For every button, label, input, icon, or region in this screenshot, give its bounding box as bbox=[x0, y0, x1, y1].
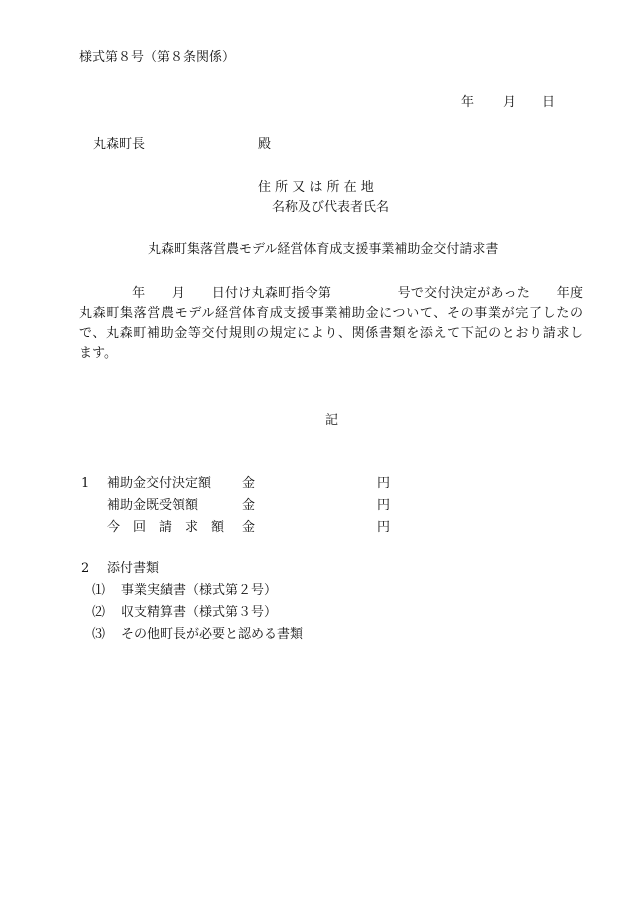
attachments-title: 添付書類 bbox=[107, 561, 160, 576]
name-label: 名称及び代表者氏名 bbox=[272, 200, 390, 215]
section-number: 2 bbox=[81, 561, 90, 576]
item-text: 収支精算書（様式第３号） bbox=[121, 605, 278, 620]
amount-label: 今 回 請 求 額 bbox=[107, 520, 225, 535]
attachment-item bbox=[79, 581, 379, 601]
section-number: 1 bbox=[81, 476, 90, 491]
form-number: 様式第８号（第８条関係） bbox=[79, 50, 236, 65]
item-mark: ⑵ bbox=[92, 605, 106, 620]
amount-row bbox=[79, 518, 409, 538]
date-month: 月 bbox=[503, 95, 517, 110]
yen-unit: 円 bbox=[377, 520, 391, 535]
ki-heading: 記 bbox=[325, 413, 339, 428]
addressee-honorific: 殿 bbox=[258, 137, 272, 152]
body-line: 年 月 日付け丸森町指令第 号で交付決定があった 年度 bbox=[79, 286, 583, 301]
attachment-item bbox=[79, 603, 379, 623]
addressee-name: 丸森町長 bbox=[93, 137, 146, 152]
body-line: ます。 bbox=[79, 346, 117, 361]
amount-label: 補助金既受領額 bbox=[107, 498, 199, 513]
body-paragraph bbox=[79, 284, 583, 364]
item-text: 事業実績書（様式第２号） bbox=[121, 583, 278, 598]
amount-row bbox=[79, 496, 409, 516]
body-line: 丸森町集落営農モデル経営体育成支援事業補助金について、その事業が完了したの bbox=[79, 306, 583, 321]
document-title: 丸森町集落営農モデル経営体育成支援事業補助金交付請求書 bbox=[148, 242, 499, 257]
address-label: 住 所 又 は 所 在 地 bbox=[258, 180, 374, 195]
date-day: 日 bbox=[542, 95, 556, 110]
amount-label: 補助金交付決定額 bbox=[107, 476, 212, 491]
amount-row bbox=[79, 474, 409, 494]
attachment-item bbox=[79, 625, 379, 645]
item-mark: ⑴ bbox=[92, 583, 106, 598]
item-text: その他町長が必要と認める書類 bbox=[121, 627, 304, 642]
body-line: で、丸森町補助金等交付規則の規定により、関係書類を添えて下記のとおり請求し bbox=[79, 326, 583, 341]
date-year: 年 bbox=[461, 95, 475, 110]
yen-unit: 円 bbox=[377, 498, 391, 513]
yen-unit: 円 bbox=[377, 476, 391, 491]
item-mark: ⑶ bbox=[92, 627, 106, 642]
currency-mark: 金 bbox=[242, 476, 256, 491]
currency-mark: 金 bbox=[242, 520, 256, 535]
currency-mark: 金 bbox=[242, 498, 256, 513]
attachments-heading bbox=[79, 559, 279, 579]
